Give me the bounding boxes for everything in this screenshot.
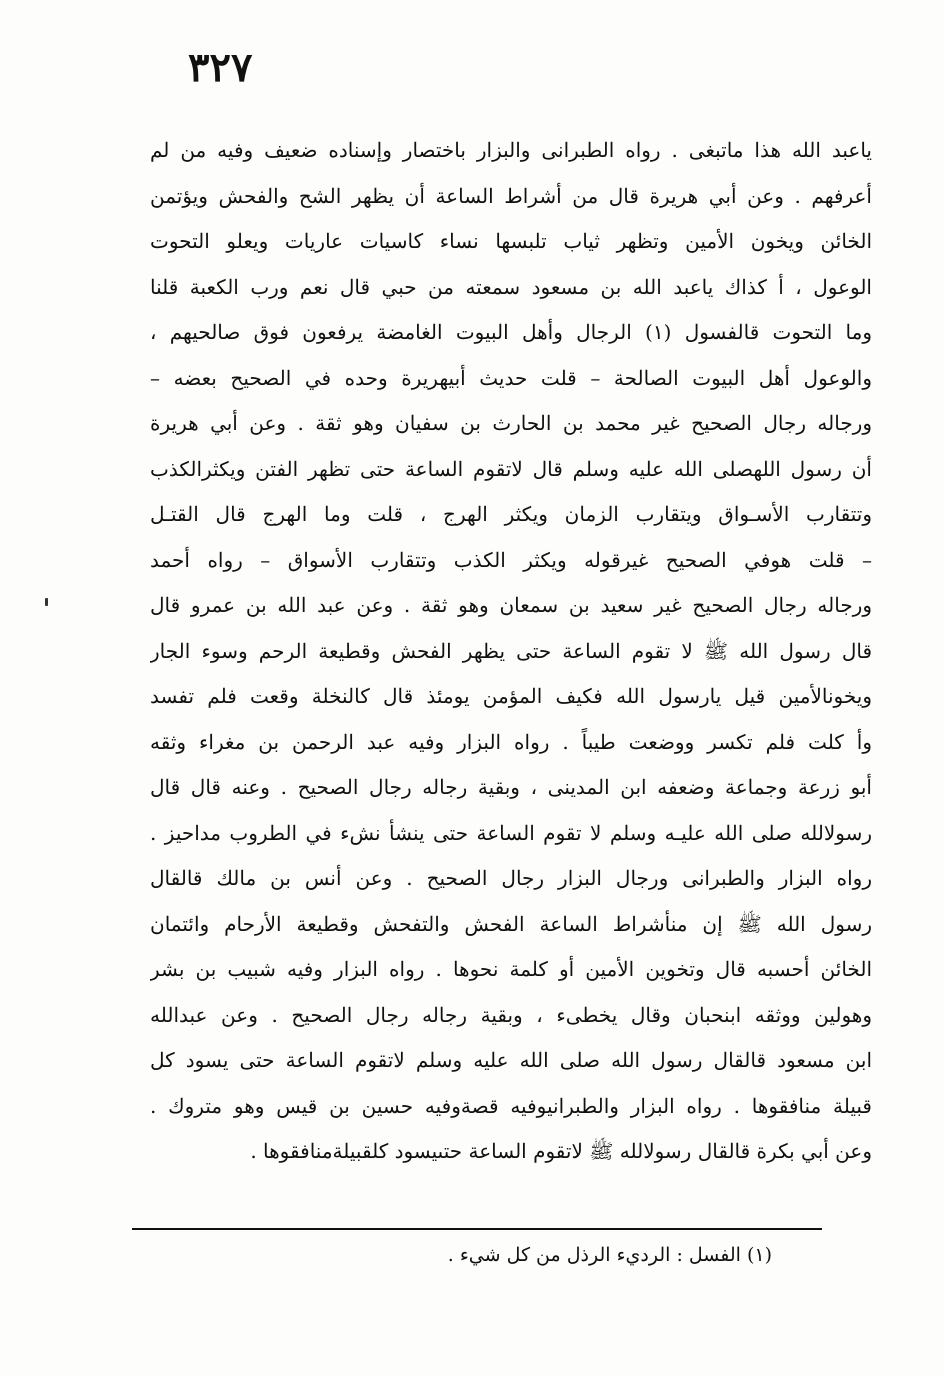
text-line: الخائن ويخون الأمين وتظهر ثياب تلبسها نساء كاسيات عاريات ويعلو التحوت xyxy=(150,229,872,253)
footnote: (١) الفسل : الرديء الرذل من كل شيء . xyxy=(447,1244,772,1266)
text-line: ابن مسعود قالقال رسول الله صلى الله عليه وسلم لاتقوم الساعة حتى يسود كل xyxy=(150,1048,872,1072)
main-text xyxy=(150,128,872,1175)
text-line: أن رسول اللهصلى الله عليه وسلم قال لاتقوم الساعة حتى تظهر الفتن ويكثرالكذب xyxy=(150,456,872,481)
text-line: رسول الله ﷺ إن منأشراط الساعة الفحش والتفحش وقطيعة الأرحام وائتمان xyxy=(150,911,872,936)
text-line: وتتقارب الأسـواق ويتقارب الزمان ويكثر الهرج ، قلت وما الهرج قال القتـل xyxy=(150,502,872,526)
text-line: قال رسول الله ﷺ لا تقوم الساعة حتى يظهر الفحش وقطيعة الرحم وسوء الجار xyxy=(150,638,872,663)
text-line: وما التحوت قالفسول (١) الرجال وأهل البيوت الغامضة يرفعون فوق صالحيهم ، xyxy=(150,320,872,344)
text-line: ورجاله رجال الصحيح غير محمد بن الحارث بن سفيان وهو ثقة . وعن أبي هريرة xyxy=(150,411,872,435)
text-line: ياعبد الله هذا ماتبغى . رواه الطبرانى والبزار باختصار وإسناده ضعيف وفيه من لم xyxy=(150,138,872,162)
text-line: ويخونالأمين قيل يارسول الله فكيف المؤمن يومئذ قال كالنخلة وقعت فلم تفسد xyxy=(150,684,872,708)
text-line: الخائن أحسبه قال وتخوين الأمين أو كلمة نحوها . رواه البزار وفيه شبيب بن بشر xyxy=(150,957,872,981)
footnote-divider xyxy=(132,1228,822,1230)
text-line: قبيلة منافقوها . رواه البزار والطبرانيوفيه قصةوفيه حسين بن قيس وهو متروك . xyxy=(150,1093,872,1118)
text-line: رسولالله صلى الله عليـه وسلم لا تقوم الساعة حتى ينشأ نشء في الطروب مداحيز . xyxy=(150,820,872,845)
page-number: ٣٢٧ xyxy=(188,44,253,91)
text-line: – قلت هوفي الصحيح غيرقوله ويكثر الكذب وتتقارب الأسواق – رواه أحمد xyxy=(150,547,872,572)
scan-speck xyxy=(45,598,48,606)
text-line: وعن أبي بكرة قالقال رسولالله ﷺ لاتقوم الساعة حتىيسود كلقبيلةمنافقوها . xyxy=(250,1139,872,1163)
text-line: أعرفهم . وعن أبي هريرة قال من أشراط الساعة أن يظهر الشح والفحش ويؤتمن xyxy=(150,183,872,208)
text-line: ورجاله رجال الصحيح غير سعيد بن سمعان وهو ثقة . وعن عبد الله بن عمرو قال xyxy=(150,593,872,617)
text-line: أبو زرعة وجماعة وضعفه ابن المدينى ، وبقية رجاله رجال الصحيح . وعنه قال قال xyxy=(150,775,872,799)
text-line: وهولين ووثقه ابنحبان وقال يخطىء ، وبقية رجاله رجال الصحيح . وعن عبدالله xyxy=(150,1002,872,1027)
text-line: والوعول أهل البيوت الصالحة – قلت حديث أبيهريرة وحده في الصحيح بعضه – xyxy=(150,365,872,390)
text-line: رواه البزار والطبرانى ورجال البزار رجال الصحيح . وعن أنس بن مالك قالقال xyxy=(150,866,872,890)
text-line: الوعول ، أ كذاك ياعبد الله بن مسعود سمعته من حبي قال نعم ورب الكعبة قلنا xyxy=(150,274,872,299)
text-line: وأ كلت فلم تكسر ووضعت طيباً . رواه البزار وفيه عبد الرحمن بن مغراء وثقه xyxy=(150,729,872,754)
